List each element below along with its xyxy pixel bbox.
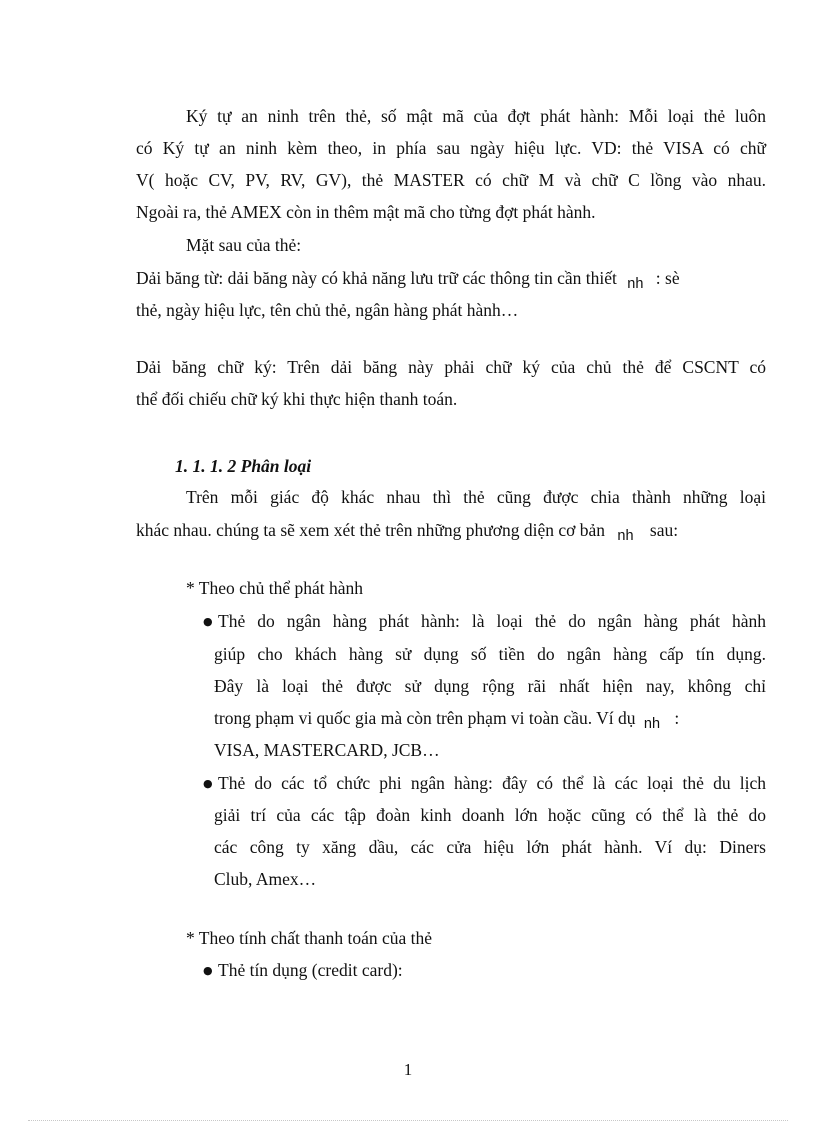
bank-line-4: [214, 706, 766, 736]
bank-line-5: VISA, MASTERCARD, JCB…: [214, 740, 440, 760]
payment-heading: * Theo tính chất thanh toán của thẻ: [186, 928, 433, 948]
bullet-bank: [203, 609, 219, 634]
issuer-heading: * Theo chủ thể phát hành: [186, 578, 364, 598]
paragraph-security-line-2: có Ký tự an ninh kèm theo, in phía sau ngày hiệu lực. VD: thẻ VISA có chữ: [136, 138, 766, 158]
bank-line-1: Thẻ do ngân hàng phát hành: là loại thẻ do ngân hàng phát hành: [218, 611, 766, 631]
bank-line-4-text: trong phạm vi quốc gia mà còn trên phạm vi toàn cầu. Ví dụ: [214, 708, 636, 728]
magstripe-text-end: : sè: [655, 268, 680, 288]
footer-divider: [28, 1120, 788, 1121]
nonbank-line-3: các công ty xăng dầu, các cửa hiệu lớn phát hành. Ví dụ: Diners: [214, 837, 766, 857]
magstripe-text: Dải băng từ: dải băng này có khả năng lưu trữ các thông tin cần thiết: [136, 268, 617, 288]
paragraph-security-line-3: V( hoặc CV, PV, RV, GV), thẻ MASTER có chữ M và chữ C lồng vào nhau.: [136, 170, 766, 190]
signature-line-1: Dải băng chữ ký: Trên dải băng này phải chữ ký của chủ thẻ để CSCNT có: [136, 357, 766, 377]
paragraph-security-line-4: Ngoài ra, thẻ AMEX còn in thêm mật mã cho từng đợt phát hành.: [136, 202, 596, 222]
intro-text: khác nhau. chúng ta sẽ xem xét thẻ trên những phương diện cơ bản: [136, 520, 606, 540]
back-side-heading: Mặt sau của thẻ:: [186, 235, 302, 255]
bank-line-2: giúp cho khách hàng sử dụng số tiền do ngân hàng cấp tín dụng.: [214, 644, 766, 664]
intro-nh-fragment: nh: [617, 528, 634, 544]
section-intro-line-1: Trên mỗi giác độ khác nhau thì thẻ cũng được chia thành những loại: [186, 487, 766, 507]
bullet-icon: ●: [203, 964, 213, 977]
credit-card-line: Thẻ tín dụng (credit card):: [218, 960, 403, 980]
magstripe-line-1: [136, 266, 766, 296]
paragraph-security-line-1: Ký tự an ninh trên thẻ, số mật mã của đợt phát hành: Mỗi loại thẻ luôn: [186, 106, 766, 126]
section-heading: 1. 1. 1. 2 Phân loại: [175, 456, 312, 476]
nonbank-line-2: giải trí của các tập đoàn kinh doanh lớn hoặc cũng có thể là thẻ do: [214, 805, 766, 825]
page-number: 1: [403, 1060, 413, 1079]
nonbank-line-1: Thẻ do các tổ chức phi ngân hàng: đây có thể là các loại thẻ du lịch: [218, 773, 766, 793]
bullet-icon: ●: [203, 777, 213, 790]
bullet-nonbank: [203, 771, 219, 796]
magstripe-nh-fragment: nh: [627, 276, 644, 292]
signature-line-2: thể đối chiếu chữ ký khi thực hiện thanh toán.: [136, 389, 458, 409]
bank-line-4-end: :: [674, 708, 680, 728]
bullet-credit: [203, 958, 219, 983]
intro-text-end: sau:: [649, 520, 679, 540]
bank-line-3: Đây là loại thẻ được sử dụng rộng rãi nhất hiện nay, không chỉ: [214, 676, 766, 696]
nonbank-line-4: Club, Amex…: [214, 869, 317, 889]
bank-nh-fragment: nh: [643, 716, 661, 732]
magstripe-line-2: thẻ, ngày hiệu lực, tên chủ thẻ, ngân hàng phát hành…: [136, 300, 519, 320]
bullet-icon: ●: [203, 615, 213, 628]
section-intro-line-2: [136, 518, 678, 548]
